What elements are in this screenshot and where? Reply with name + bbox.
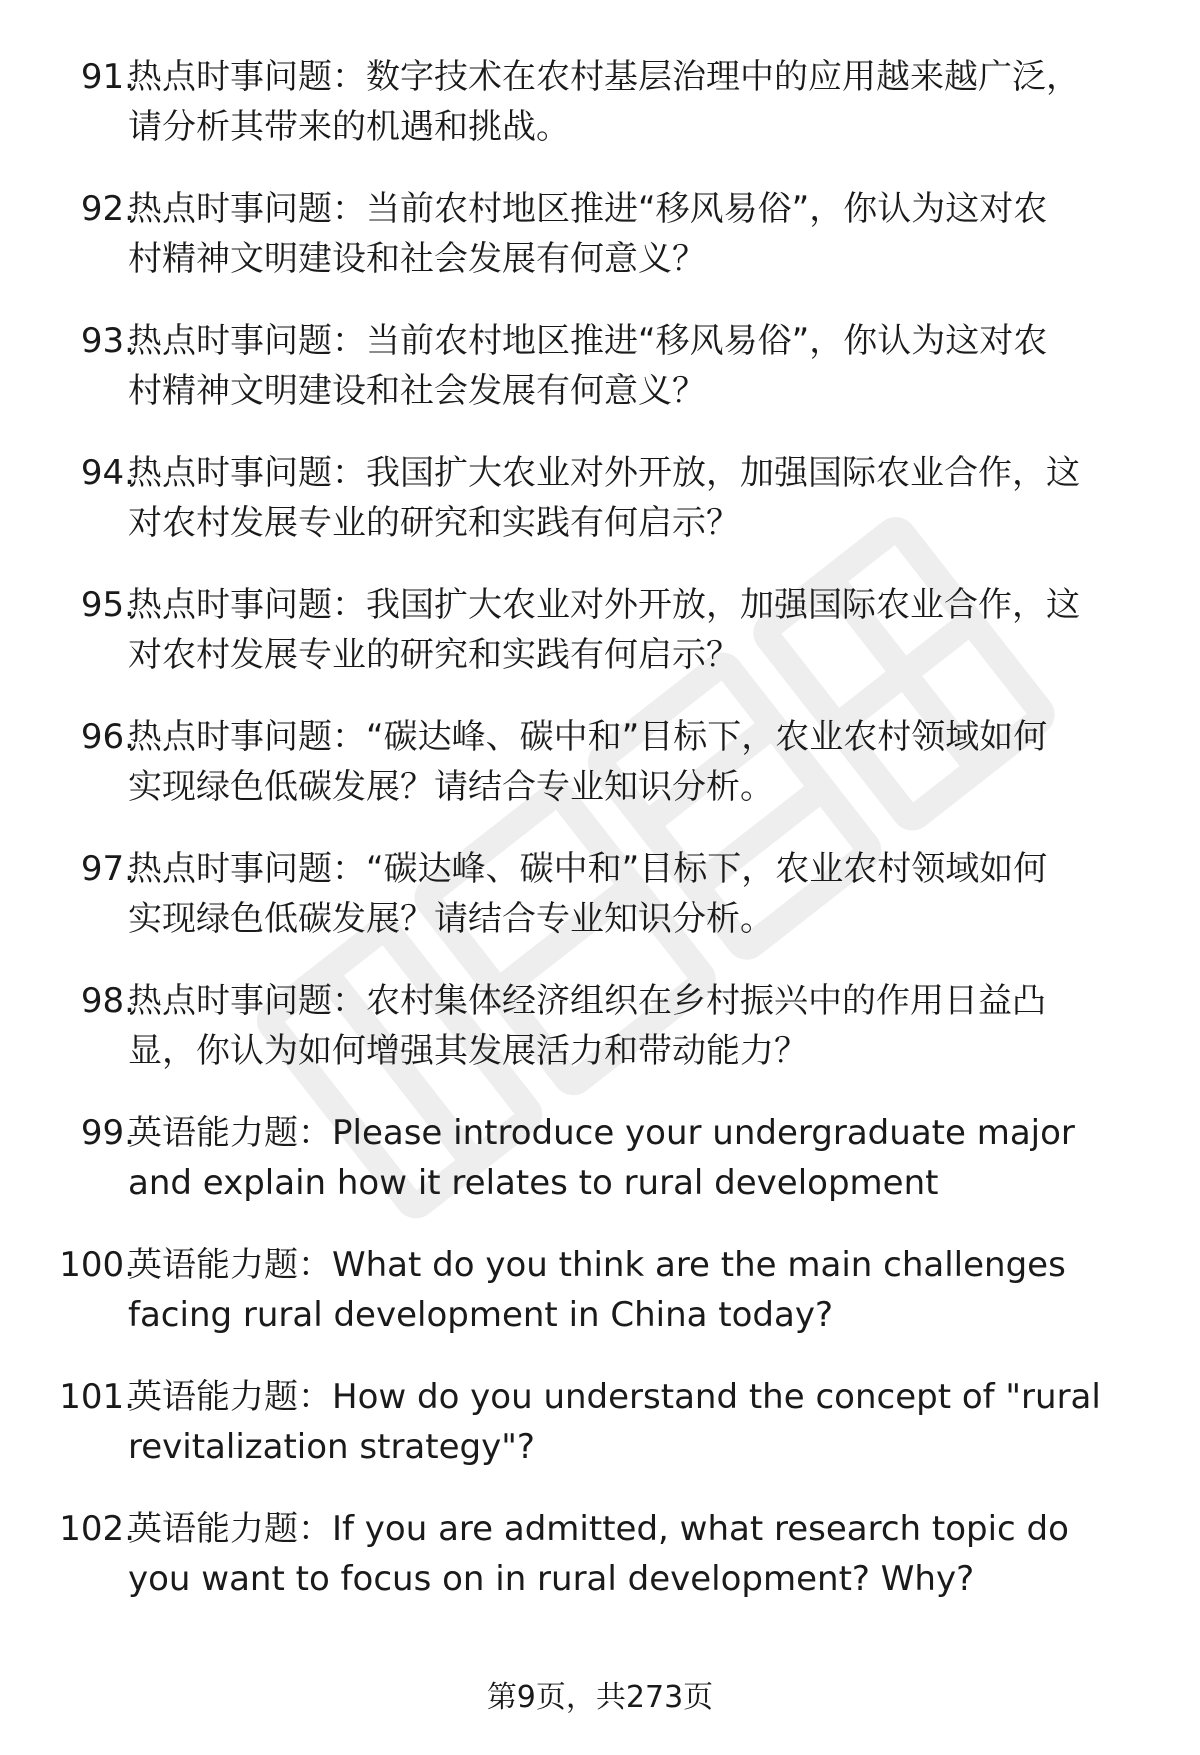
question-item (0, 1240, 1200, 1372)
question-number: 94. (80, 453, 135, 493)
question-text: 英语能力题：What do you think are the main challenges facing rural development in China today? (128, 1245, 1066, 1335)
question-text: 热点时事问题：我国扩大农业对外开放，加强国际农业合作，这 对农村发展专业的研究和实践有何启示？ (128, 453, 1080, 543)
question-text: 热点时事问题：当前农村地区推进“移风易俗”，你认为这对农 村精神文明建设和社会发展有何意义？ (128, 321, 1048, 411)
question-item (0, 712, 1200, 844)
question-text: 热点时事问题：当前农村地区推进“移风易俗”，你认为这对农 村精神文明建设和社会发展有何意义？ (128, 189, 1048, 279)
page-footer: 第9页，共273页 (486, 1680, 714, 1715)
question-number: 99. (80, 1113, 135, 1153)
question-number: 92. (80, 189, 135, 229)
question-number: 97. (80, 849, 135, 889)
question-item (0, 316, 1200, 448)
question-text: 热点时事问题：我国扩大农业对外开放，加强国际农业合作，这 对农村发展专业的研究和实践有何启示？ (128, 585, 1080, 675)
question-number: 91. (80, 57, 135, 97)
question-item (0, 1372, 1200, 1504)
question-list (0, 52, 1200, 1636)
question-text: 热点时事问题：农村集体经济组织在乡村振兴中的作用日益凸 显，你认为如何增强其发展活力和带动能力？ (128, 981, 1046, 1071)
question-item (0, 184, 1200, 316)
question-item (0, 52, 1200, 184)
question-number: 93. (80, 321, 135, 361)
question-number: 95. (80, 585, 135, 625)
question-item (0, 1504, 1200, 1636)
question-text: 热点时事问题：“碳达峰、碳中和”目标下，农业农村领域如何 实现绿色低碳发展？请结合专业知识分析。 (128, 849, 1048, 939)
question-item (0, 844, 1200, 976)
question-item (0, 448, 1200, 580)
question-text: 英语能力题：How do you understand the concept of "rural revitalization strategy"? (128, 1377, 1101, 1467)
question-text: 热点时事问题：“碳达峰、碳中和”目标下，农业农村领域如何 实现绿色低碳发展？请结合专业知识分析。 (128, 717, 1048, 807)
question-text: 英语能力题：Please introduce your undergraduate major and explain how it relates to rural development (128, 1113, 1075, 1203)
question-text: 热点时事问题：数字技术在农村基层治理中的应用越来越广泛， 请分析其带来的机遇和挑战。 (128, 57, 1080, 147)
question-number: 101. (59, 1377, 135, 1417)
question-number: 100. (59, 1245, 135, 1285)
question-number: 102. (59, 1509, 135, 1549)
question-number: 98. (80, 981, 135, 1021)
question-item (0, 1108, 1200, 1240)
question-text: 英语能力题：If you are admitted, what research topic do you want to focus on in rural development? Why? (128, 1509, 1069, 1599)
question-number: 96. (80, 717, 135, 757)
question-item (0, 976, 1200, 1108)
question-item (0, 580, 1200, 712)
